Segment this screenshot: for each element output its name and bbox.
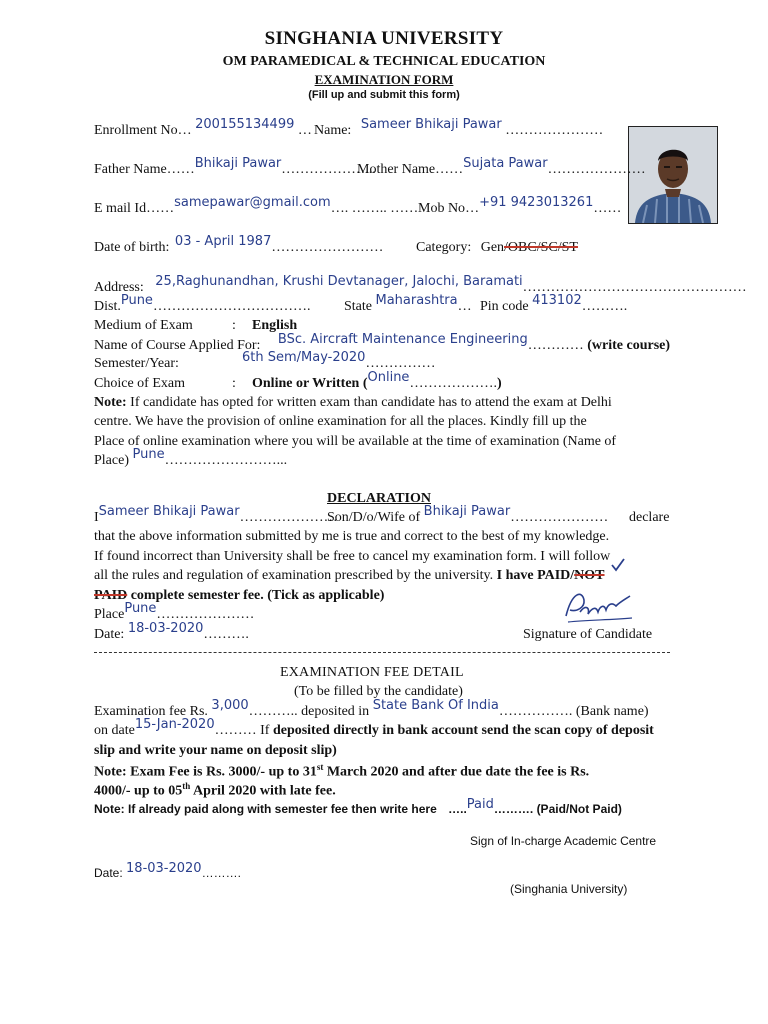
enrollment-label: Enrollment No [94, 123, 178, 138]
fee-on-date-label: on date [94, 723, 135, 738]
fee-amount-row: Examination fee Rs. 3,000……….. deposited in State Bank Of India……………. (Bank name) [94, 698, 649, 719]
state-label: State [344, 299, 372, 314]
form-title: EXAMINATION FORM [314, 72, 454, 87]
course-label: Name of Course Applied For: [94, 338, 261, 353]
name-row: Name: Sameer Bhikaji Pawar ………………… [314, 117, 604, 138]
dist-label: Dist [94, 299, 118, 314]
declaration-date-value: 18-03-2020 [127, 621, 204, 636]
category-struck: /OBC/SC/ST [504, 240, 578, 255]
fee-note-2b: April 2020 with late fee. [190, 783, 336, 799]
mob-label: Mob No [418, 201, 466, 216]
fee-note-2-sup: th [182, 781, 191, 791]
email-label: E mail Id [94, 201, 147, 216]
declaration-line-3: If found incorrect than University shall be free to cancel my examination form. I will follow [94, 549, 611, 564]
email-row: E mail Id……samepawar@gmail.com…. …….. …… [94, 195, 419, 216]
pin-row: Pin code 413102………. [480, 293, 628, 314]
fee-note-line-1 [94, 762, 589, 781]
pin-value: 413102 [532, 293, 582, 308]
mother-label: Mother Name [357, 162, 436, 177]
declaration-son-value: Bhikaji Pawar [423, 504, 511, 519]
name-value: Sameer Bhikaji Pawar [360, 117, 502, 132]
medium-value: English [252, 318, 298, 333]
declaration-son-label: Son/D/o/Wife of [327, 510, 421, 525]
fee-label: Examination fee Rs. [94, 704, 208, 719]
fee-already-label: Note: If already paid along with semester fee then write here [94, 802, 437, 816]
declaration-not-word: NOT [574, 568, 605, 583]
fee-date-row: on date15-Jan-2020……… If deposited directly in bank account send the scan copy of deposit [94, 717, 654, 738]
fee-bank-value: State Bank Of India [372, 698, 499, 713]
fee-already-row: Note: If already paid along with semester fee then write here …..Paid………. (Paid/Not Paid) [94, 797, 622, 816]
declaration-line-4 [94, 568, 605, 584]
course-row: Name of Course Applied For: BSc. Aircraft Maintenance Engineering………… (write course) [94, 332, 671, 353]
fee-final-date-value: 18-03-2020 [126, 861, 202, 876]
section-divider [94, 652, 670, 653]
declaration-paid-word: PAID [94, 588, 128, 603]
fee-note-label: Note [94, 764, 122, 780]
signature-label: Signature of Candidate [523, 627, 653, 642]
father-row: Father Name……Bhikaji Pawar………………... [94, 156, 376, 177]
declaration-line-5-text: complete semester fee. (Tick as applicable) [130, 588, 385, 603]
declaration-declare: declare [629, 510, 670, 525]
fee-paid-value: Paid [466, 797, 494, 812]
course-value: BSc. Aircraft Maintenance Engineering [277, 332, 528, 347]
form-instruction: (Fill up and submit this form) [308, 89, 460, 101]
fee-note-line-2 [94, 781, 336, 800]
enrollment-row: Enrollment No… 200155134499 … [94, 117, 312, 138]
note-label: Note: [94, 395, 127, 410]
declaration-son-row: Son/D/o/Wife of Bhikaji Pawar………………… [327, 504, 609, 525]
mob-row: Mob No…+91 9423013261…… [418, 195, 622, 216]
exam-place-value: Pune [132, 447, 165, 462]
note-line-3: Place of online examination where you will be available at the time of examination (Name of [94, 434, 617, 449]
fee-note-1b: March 2020 and after due date the fee is Rs. [323, 764, 590, 780]
fee-if-word: If [260, 723, 270, 738]
email-value: samepawar@gmail.com [174, 195, 331, 210]
mob-value: +91 9423013261 [479, 195, 594, 210]
fee-note-2a: 4000/- up to 05 [94, 783, 183, 799]
pin-label: Pin code [480, 299, 529, 314]
mother-value: Sujata Pawar [463, 156, 548, 171]
course-hint: (write course) [587, 338, 671, 353]
declaration-place-value: Pune [124, 601, 157, 616]
father-label: Father Name [94, 162, 167, 177]
fee-note-1-sup: st [316, 762, 324, 772]
declaration-line-1: ISameer Bhikaji Pawar………………… [94, 504, 338, 525]
fee-subtitle: (To be filled by the candidate) [294, 684, 463, 699]
fee-deposit-text-2: slip and write your name on deposit slip) [94, 743, 337, 758]
dist-row: Dist.Pune……………………………. [94, 293, 311, 314]
address-row: Address: 25,Raghunandhan, Krushi Devtanager, Jalochi, Baramati………………………………………… [94, 274, 747, 295]
dob-label: Date of birth: [94, 240, 170, 255]
choice-colon: : [232, 376, 236, 391]
name-label: Name: [314, 123, 352, 138]
university-footer: (Singhania University) [510, 882, 628, 896]
tick-icon [610, 557, 626, 573]
category-row [416, 240, 578, 256]
institute-title: OM PARAMEDICAL & TECHNICAL EDUCATION [222, 54, 546, 69]
declaration-date-label: Date: [94, 627, 125, 642]
fee-note-1a: : Exam Fee is Rs. 3000/- up to 31 [122, 764, 317, 780]
state-value: Maharashtra [375, 293, 458, 308]
dob-row: Date of birth: 03 - April 1987…………………… [94, 234, 384, 255]
father-value: Bhikaji Pawar [194, 156, 282, 171]
university-title: SINGHANIA UNIVERSITY [264, 28, 504, 49]
fee-final-date-label: Date: [94, 866, 123, 880]
fee-deposit-text-1: deposited directly in bank account send the scan copy of deposit [272, 723, 654, 738]
choice-value: Online [367, 370, 410, 385]
dob-value: 03 - April 1987 [174, 234, 272, 249]
medium-label: Medium of Exam [94, 318, 193, 333]
choice-close: ) [496, 376, 502, 391]
semester-value: 6th Sem/May-2020 [242, 350, 366, 365]
mother-row: Mother Name……Sujata Pawar………………… [357, 156, 646, 177]
address-label: Address: [94, 280, 144, 295]
declaration-name: Sameer Bhikaji Pawar [98, 504, 240, 519]
dist-value: Pune [120, 293, 153, 308]
note-text-1: If candidate has opted for written exam than candidate has to attend the exam at Delhi [130, 395, 612, 410]
medium-colon: : [232, 318, 236, 333]
sign-incharge: Sign of In-charge Academic Centre [470, 834, 657, 848]
semester-label: Semester/Year: [94, 356, 179, 371]
declaration-i: I [94, 510, 99, 525]
declaration-title: DECLARATION [327, 491, 431, 506]
declaration-date-row: Date: 18-03-2020………. [94, 621, 249, 642]
declaration-place-label: Place [94, 607, 125, 622]
semester-row: 6th Sem/May-2020…………… [242, 350, 436, 371]
note-line-1 [94, 395, 612, 411]
fee-deposited-label: deposited in [301, 704, 370, 719]
declaration-paid-text: I have PAID/ [496, 568, 575, 583]
fee-bank-hint: (Bank name) [575, 704, 649, 719]
declaration-place-row: PlacePune………………… [94, 601, 255, 622]
signature-icon [558, 586, 638, 630]
address-value: 25,Raghunandhan, Krushi Devtanager, Jalochi, Baramati [155, 274, 523, 289]
choice-text: Online or Written ( [252, 376, 368, 391]
declaration-line-4-text: all the rules and regulation of examination prescribed by the university. [94, 568, 494, 583]
fee-title: EXAMINATION FEE DETAIL [280, 665, 464, 680]
fee-paid-hint: (Paid/Not Paid) [536, 802, 622, 816]
fee-final-date-row: Date: 18-03-2020………. [94, 861, 241, 880]
note-line-2: centre. We have the provision of online examination for all the places. Kindly fill up the [94, 414, 587, 429]
category-gen: Gen [480, 240, 505, 255]
fee-value: 3,000 [211, 698, 249, 713]
choice-label: Choice of Exam [94, 376, 185, 391]
fee-on-date-value: 15-Jan-2020 [134, 717, 215, 732]
state-row: State Maharashtra… [344, 293, 472, 314]
choice-row: Online or Written (Online……………….) [252, 370, 502, 391]
declaration-line-2: that the above information submitted by me is true and correct to the best of my knowledge. [94, 529, 610, 544]
note-line-4: Place) Pune……………………... [94, 447, 288, 468]
note-text-4: Place) [94, 453, 129, 468]
enrollment-value: 200155134499 [195, 117, 295, 132]
category-label: Category: [416, 240, 472, 255]
